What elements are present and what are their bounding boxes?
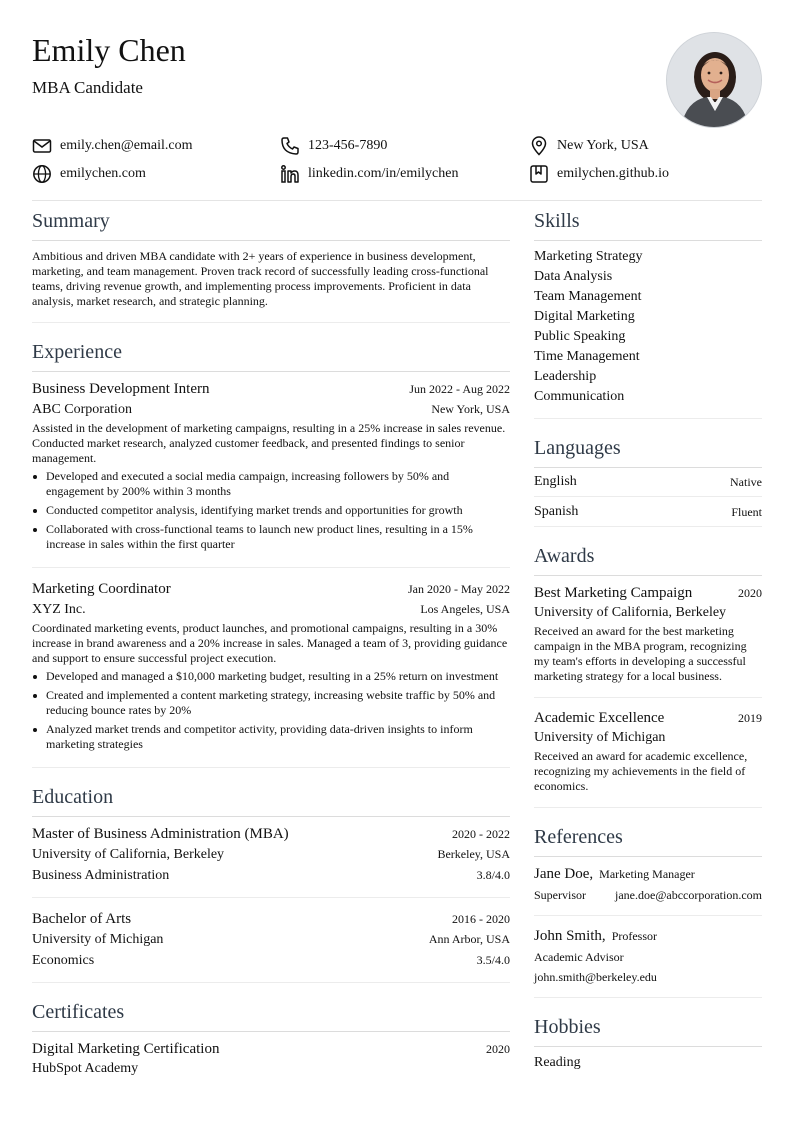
job-description: Assisted in the development of marketing campaigns, resulting in a 25% increase in sales revenue. Conducted market research, analyzed customer feedback, and presented findings to senior management. (32, 421, 506, 465)
award-name: Best Marketing Campaign (534, 585, 693, 601)
certificates-title: Certificates (32, 983, 510, 1032)
job-bullet: Collaborated with cross-functional teams to launch new product lines, resulting in a 15% increase in sales within the first quarter (32, 522, 510, 552)
job-bullets (32, 669, 510, 752)
reference-relation: Supervisor (534, 888, 586, 902)
field-of-study: Business Administration (32, 868, 170, 883)
experience-entry (32, 568, 510, 768)
award-year: 2020 (738, 586, 762, 600)
experience-entry (32, 372, 510, 568)
experience-section (32, 323, 510, 768)
language-name: Spanish (534, 503, 579, 519)
awards-section (534, 527, 762, 808)
location-text: New York, USA (557, 138, 649, 153)
email-text: emily.chen@email.com (60, 138, 193, 153)
language-name: English (534, 474, 577, 489)
left-column (32, 200, 510, 1079)
certificate-name: Digital Marketing Certification (32, 1041, 220, 1057)
profile-photo (666, 32, 762, 128)
phone-text: 123-456-7890 (308, 138, 388, 153)
skills-section (534, 200, 762, 419)
reference-entry (534, 916, 762, 998)
contact-email[interactable] (32, 132, 193, 160)
language-row (534, 468, 762, 497)
hobbies-section (534, 998, 762, 1073)
reference-relation: Academic Advisor (534, 950, 624, 964)
experience-title: Experience (32, 323, 510, 372)
field-of-study: Economics (32, 953, 95, 968)
hobby-item: Reading (534, 1055, 581, 1070)
skills-list (534, 241, 762, 407)
candidate-name: Emily Chen (32, 32, 186, 68)
summary-title: Summary (32, 200, 510, 241)
job-bullet: Developed and executed a social media campaign, increasing followers by 50% and engagement by 200% within 3 months (32, 469, 510, 499)
bookmark-square-icon (529, 164, 549, 184)
job-dates: Jun 2022 - Aug 2022 (409, 382, 510, 396)
school-name: University of Michigan (32, 932, 164, 947)
reference-entry (534, 857, 762, 916)
award-issuer: University of California, Berkeley (534, 605, 727, 620)
job-location: Los Angeles, USA (420, 602, 510, 616)
github-text: emilychen.github.io (557, 166, 669, 181)
resume-page (32, 0, 762, 1123)
school-location: Ann Arbor, USA (428, 932, 510, 946)
education-section (32, 768, 510, 983)
education-entry (32, 817, 510, 898)
job-company: XYZ Inc. (32, 602, 86, 617)
award-issuer: University of Michigan (534, 730, 666, 745)
skill-item: Digital Marketing (534, 309, 635, 324)
job-role: Marketing Coordinator (32, 581, 171, 597)
reference-email[interactable]: jane.doe@abccorporation.com (615, 888, 762, 902)
award-description: Received an award for the best marketing campaign in the MBA program, recognizing my team's efforts in developing a successful marketing strategy for a local business. (534, 624, 747, 683)
job-bullet: Developed and managed a $10,000 marketing budget, resulting in a 25% return on investment (32, 669, 510, 684)
skill-item: Communication (534, 389, 625, 404)
award-name: Academic Excellence (534, 710, 665, 726)
certificate-entry (32, 1032, 510, 1079)
website-text: emilychen.com (60, 166, 146, 181)
job-company: ABC Corporation (32, 402, 132, 417)
mail-icon (32, 136, 52, 156)
job-bullet: Conducted competitor analysis, identifying market trends and opportunities for growth (32, 503, 510, 518)
language-row (534, 497, 762, 526)
awards-title: Awards (534, 527, 762, 576)
summary-section (32, 200, 510, 323)
phone-icon (280, 136, 300, 156)
reference-name: Jane Doe, (534, 866, 594, 882)
degree-name: Bachelor of Arts (32, 911, 132, 927)
language-level: Native (730, 475, 762, 489)
skills-title: Skills (534, 200, 762, 241)
globe-icon (32, 164, 52, 184)
job-bullet: Created and implemented a content marketing strategy, increasing website traffic by 50% and reducing bounce rates by 20% (32, 688, 510, 718)
education-entry (32, 898, 510, 983)
skill-item: Data Analysis (534, 269, 613, 284)
job-role: Business Development Intern (32, 381, 210, 397)
summary-text: Ambitious and driven MBA candidate with 2+ years of experience in business development, marketing, and team management. Proven track record of successfully leading cross-functional teams, driving revenue growth, and implementing process improvements. Proficient in data analysis, market research, and strategic planning. (32, 249, 489, 308)
education-title: Education (32, 768, 510, 817)
education-dates: 2016 - 2020 (452, 912, 510, 926)
contact-website[interactable] (32, 160, 146, 188)
award-description: Received an award for academic excellence, recognizing my achievements in the field of economics. (534, 749, 748, 793)
job-dates: Jan 2020 - May 2022 (408, 582, 510, 596)
references-section (534, 808, 762, 998)
award-year: 2019 (738, 711, 762, 725)
candidate-headline: MBA Candidate (32, 78, 143, 97)
location-pin-icon (529, 136, 549, 156)
school-location: Berkeley, USA (437, 847, 510, 861)
right-column (534, 200, 762, 1073)
skill-item: Team Management (534, 289, 642, 304)
job-description: Coordinated marketing events, product launches, and promotional campaigns, resulting in a 30% increase in brand awareness and a 20% increase in sales. Managed a team of 3, providing guidance and support to ensure successful project execution. (32, 621, 508, 665)
education-dates: 2020 - 2022 (452, 827, 510, 841)
linkedin-icon (280, 164, 300, 184)
contact-location (529, 132, 649, 160)
reference-title: Professor (611, 929, 658, 943)
reference-name: John Smith, (534, 928, 606, 944)
school-name: University of California, Berkeley (32, 847, 225, 862)
certificate-issuer: HubSpot Academy (32, 1061, 139, 1076)
contact-phone[interactable] (280, 132, 387, 160)
language-level: Fluent (731, 504, 762, 519)
reference-email[interactable]: john.smith@berkeley.edu (534, 970, 657, 984)
linkedin-text: linkedin.com/in/emilychen (308, 166, 459, 181)
skill-item: Time Management (534, 349, 640, 364)
job-bullet: Analyzed market trends and competitor activity, providing data-driven insights to inform marketing strategies (32, 722, 510, 752)
hobbies-title: Hobbies (534, 998, 762, 1047)
gpa: 3.5/4.0 (476, 953, 510, 967)
skill-item: Public Speaking (534, 329, 626, 344)
job-bullets (32, 469, 510, 552)
contact-linkedin[interactable] (280, 160, 458, 188)
skill-item: Marketing Strategy (534, 249, 643, 264)
certificates-section (32, 983, 510, 1079)
degree-name: Master of Business Administration (MBA) (32, 826, 289, 842)
award-entry (534, 576, 762, 698)
gpa: 3.8/4.0 (476, 868, 510, 882)
languages-title: Languages (534, 419, 762, 468)
references-title: References (534, 808, 762, 857)
languages-section (534, 419, 762, 527)
reference-title: Marketing Manager (599, 867, 695, 881)
contact-github[interactable] (529, 160, 669, 188)
skill-item: Leadership (534, 369, 597, 384)
award-entry (534, 698, 762, 808)
certificate-year: 2020 (486, 1042, 510, 1056)
job-location: New York, USA (431, 402, 510, 416)
portrait-image (667, 33, 762, 128)
